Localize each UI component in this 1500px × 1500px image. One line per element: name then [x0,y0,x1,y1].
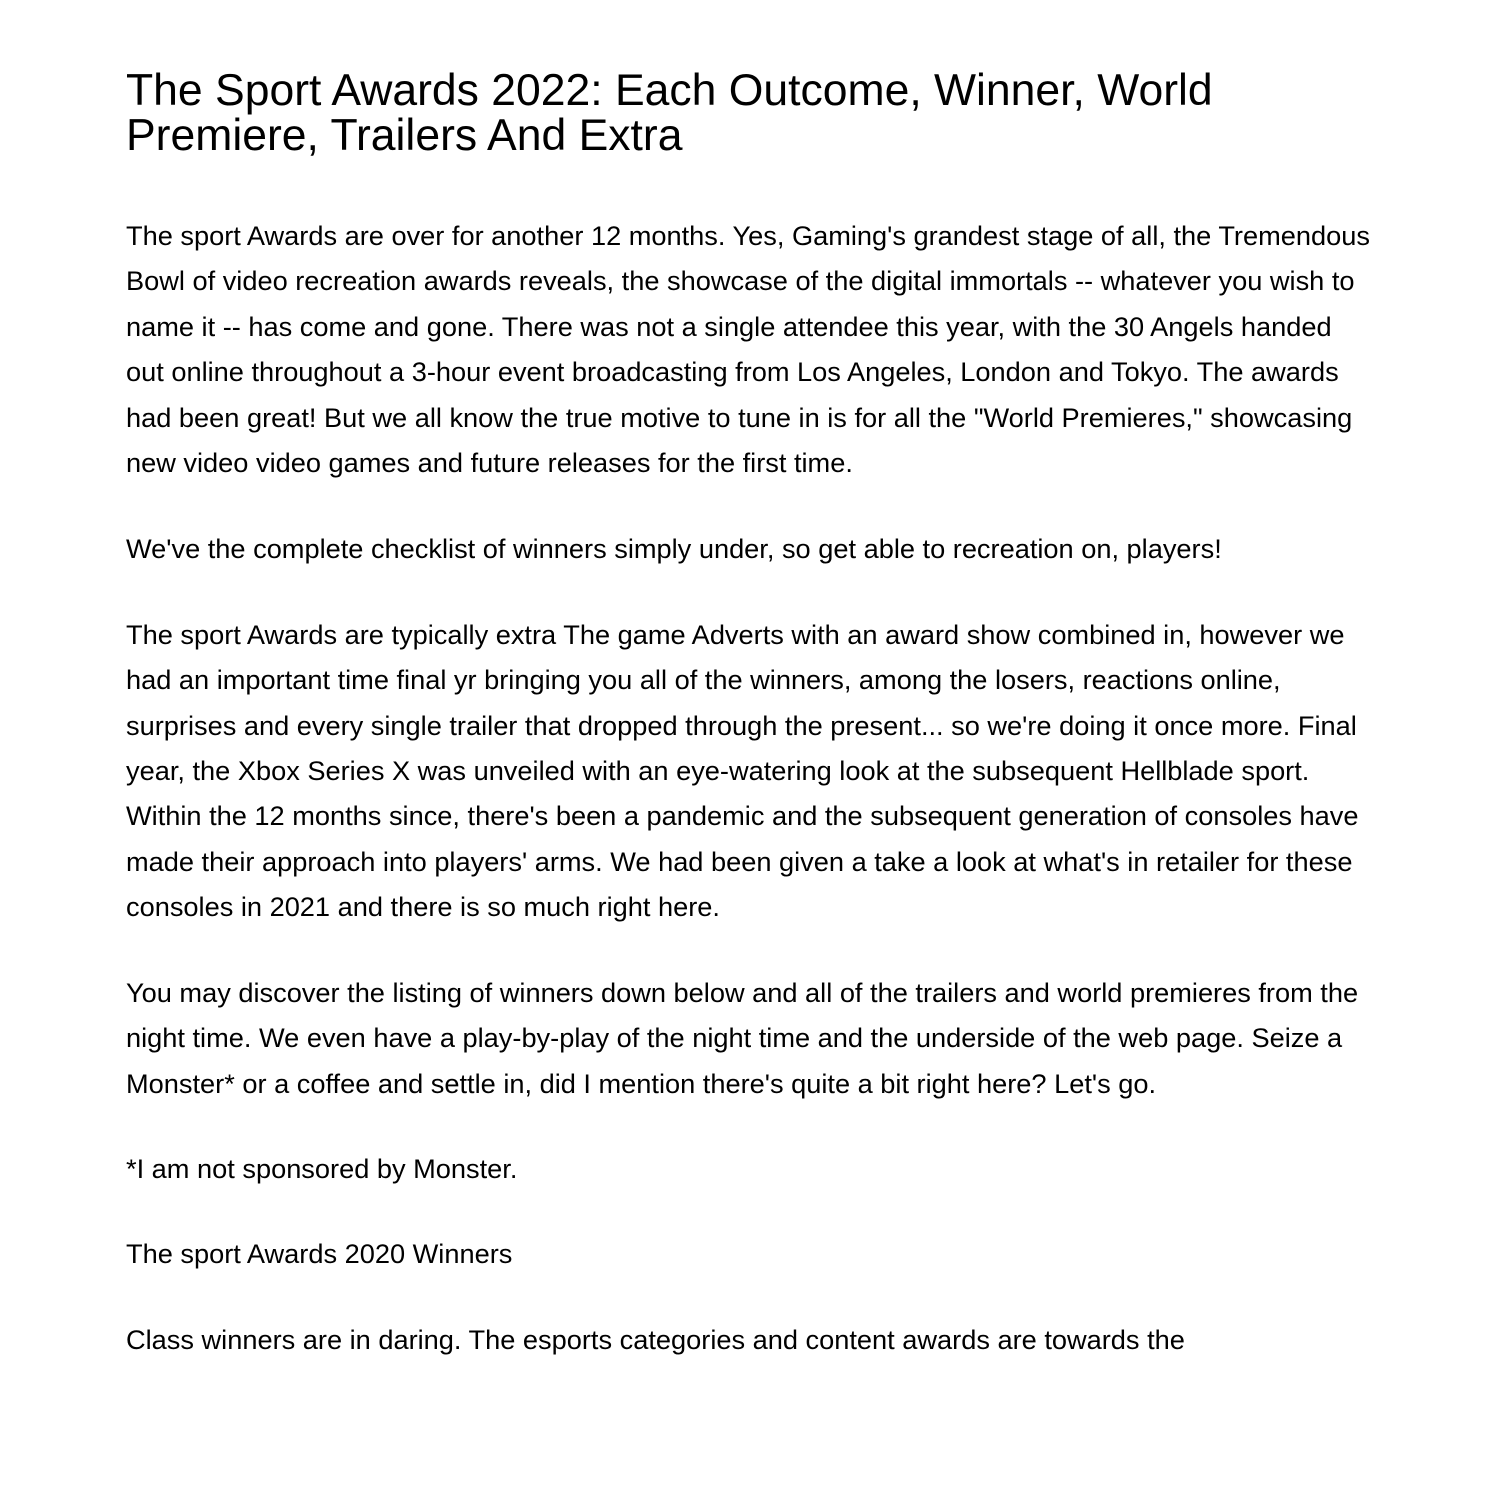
sponsor-note: *I am not sponsored by Monster. [126,1152,518,1184]
intro-paragraph: The sport Awards are over for another 12 months. Yes, Gaming's grandest stage of all, the Tremendous Bowl of video recreation awards reveals, the showcase of the digital immortals -- whatever you wish to name it -- has come and gone. There was not a single attendee this year, with the 30 Angels handed out online throughout a 3-hour event broadcasting from Los Angeles, London and Tokyo. The awards had been great! But we all know the true motive to tune in is for all the "World Premieres," showcasing new video video games and future releases for the first time. [126,220,1370,479]
background-paragraph: The sport Awards are typically extra The game Adverts with an award show combined in, however we had an important time final yr bringing you all of the winners, among the losers, reactions online, surprises and every single trailer that dropped through the present... so we're doing it once more. Final year, the Xbox Series X was unveiled with an eye-watering look at the subsequent Hellblade sport. Within the 12 months since, there's been a pandemic and the subsequent generation of consoles have made their approach into players' arms. We had been given a take a look at what's in retailer for these consoles in 2021 and there is so much right here. [126,618,1359,923]
listing-paragraph: You may discover the listing of winners down below and all of the trailers and world premieres from the night time. We even have a play-by-play of the night time and the underside of the web page. Seize a Monster* or a coffee and settle in, did I mention there's quite a bit right here? Let's go. [126,976,1359,1099]
document-title: The Sport Awards 2022: Each Outcome, Winner, World Premiere, Trailers And Extra [126,66,1213,160]
category-note-paragraph: Class winners are in daring. The esports categories and content awards are towards the [126,1323,1185,1355]
document-page [126,68,1376,1362]
winners-checklist-paragraph: We've the complete checklist of winners simply under, so get able to recreation on, players! [126,533,1222,565]
section-heading-winners: The sport Awards 2020 Winners [126,1238,513,1270]
